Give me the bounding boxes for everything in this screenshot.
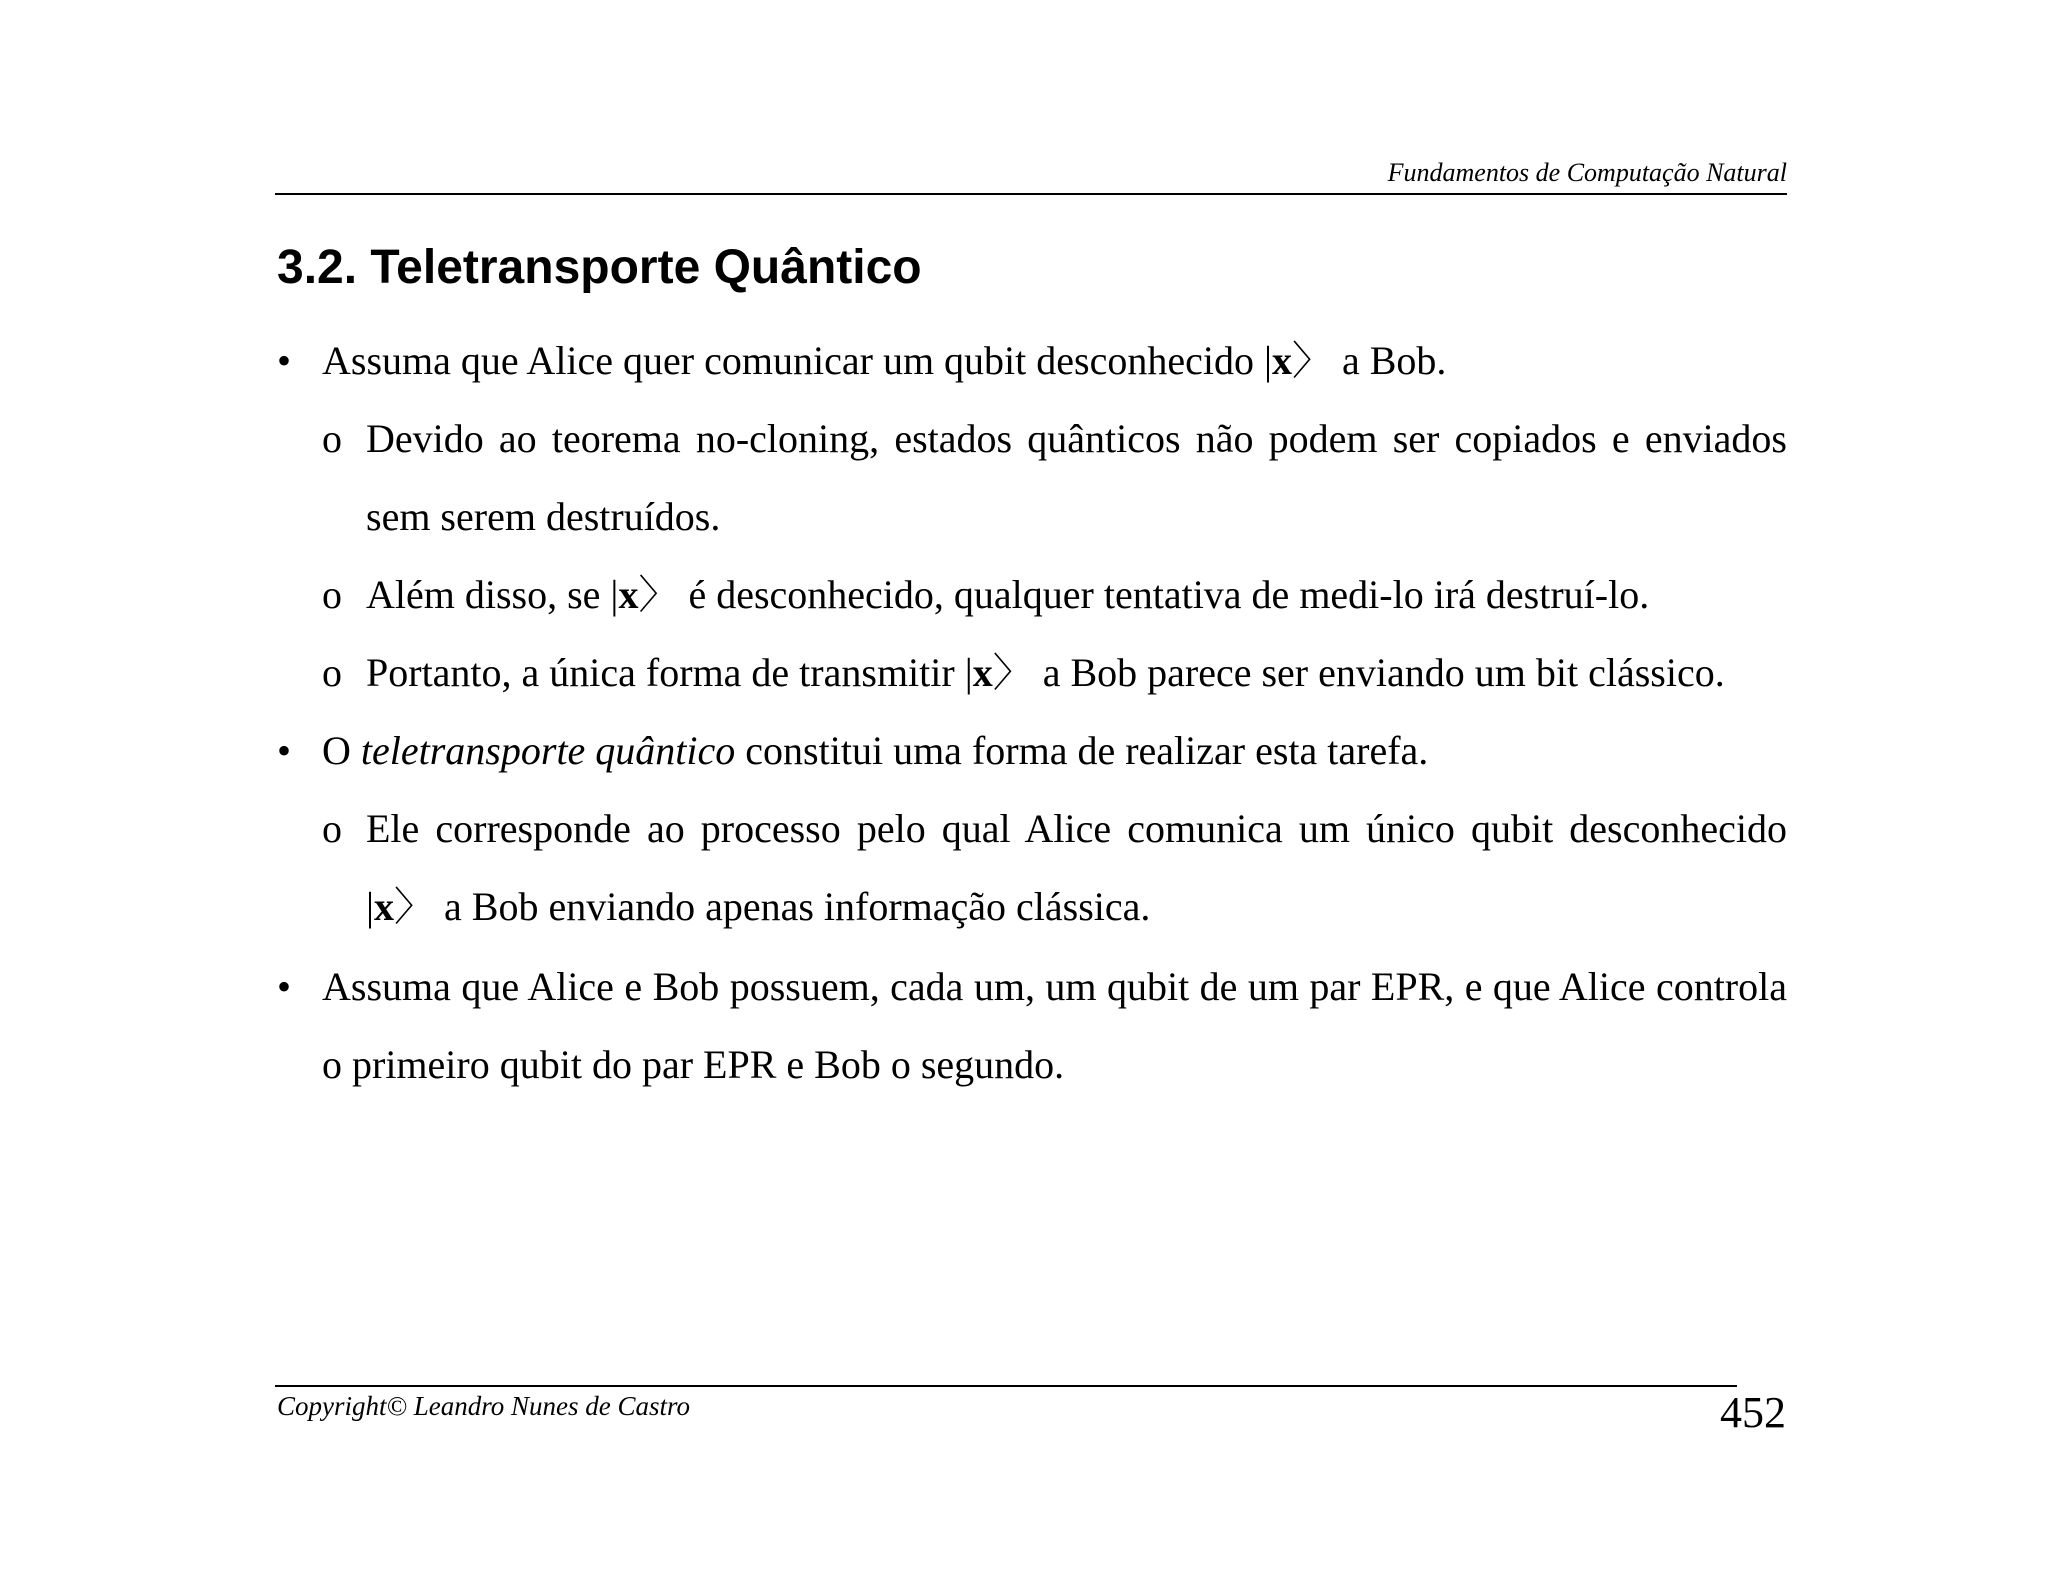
sub-item	[322, 556, 1787, 634]
bullet-text-before: O	[322, 728, 361, 773]
sub-item	[322, 400, 1787, 556]
page-number: 452	[1720, 1388, 1786, 1437]
bullet-marker: •	[277, 338, 292, 383]
sub-text-after: 〉 a Bob enviando apenas informação clássica.	[394, 884, 1151, 929]
sub-marker: o	[322, 572, 342, 617]
sub-text-after: 〉 a Bob parece ser enviando um bit clássico.	[992, 650, 1725, 695]
sub-text-before: Além disso, se |	[366, 572, 619, 617]
sub-item	[322, 634, 1787, 712]
bullet-item	[277, 948, 1787, 1104]
sub-text-before: Ele corresponde ao processo pelo qual Alice comunica um único qubit desconhecido |	[366, 806, 1787, 929]
footer-rule	[275, 1385, 1737, 1387]
bullet-text-after: 〉 a Bob.	[1291, 338, 1447, 383]
sub-marker: o	[322, 806, 342, 851]
sub-item	[322, 790, 1787, 946]
header-rule	[275, 193, 1787, 195]
ket-symbol: x	[972, 650, 993, 695]
bullet-item	[277, 322, 1787, 400]
bullet-marker: •	[277, 964, 292, 1009]
sub-text-before: Portanto, a única forma de transmitir |	[366, 650, 973, 695]
ket-symbol: x	[1271, 338, 1292, 383]
bullet-marker: •	[277, 728, 292, 773]
ket-symbol: x	[374, 884, 395, 929]
sub-text-after: 〉 é desconhecido, qualquer tentativa de medi-lo irá destruí-lo.	[638, 572, 1650, 617]
sub-marker: o	[322, 416, 342, 461]
running-header: Fundamentos de Computação Natural	[1387, 158, 1787, 187]
emphasis-term: teletransporte quântico	[360, 728, 736, 773]
sub-item-text: Devido ao teorema no-cloning, estados quânticos não podem ser copiados e enviados sem serem destruídos.	[366, 416, 1787, 539]
copyright-text: Copyright© Leandro Nunes de Castro	[277, 1391, 691, 1421]
sub-marker: o	[322, 650, 342, 695]
section-title: 3.2. Teletransporte Quântico	[277, 241, 922, 294]
bullet-text: Assuma que Alice e Bob possuem, cada um, um qubit de um par EPR, e que Alice controla o primeiro qubit do par EPR e Bob o segundo.	[322, 964, 1787, 1087]
ket-symbol: x	[618, 572, 639, 617]
bullet-text-before: Assuma que Alice quer comunicar um qubit desconhecido |	[322, 338, 1272, 383]
bullet-text-after: constitui uma forma de realizar esta tarefa.	[735, 728, 1429, 773]
body-text	[277, 322, 1787, 1104]
bullet-item	[277, 712, 1787, 790]
